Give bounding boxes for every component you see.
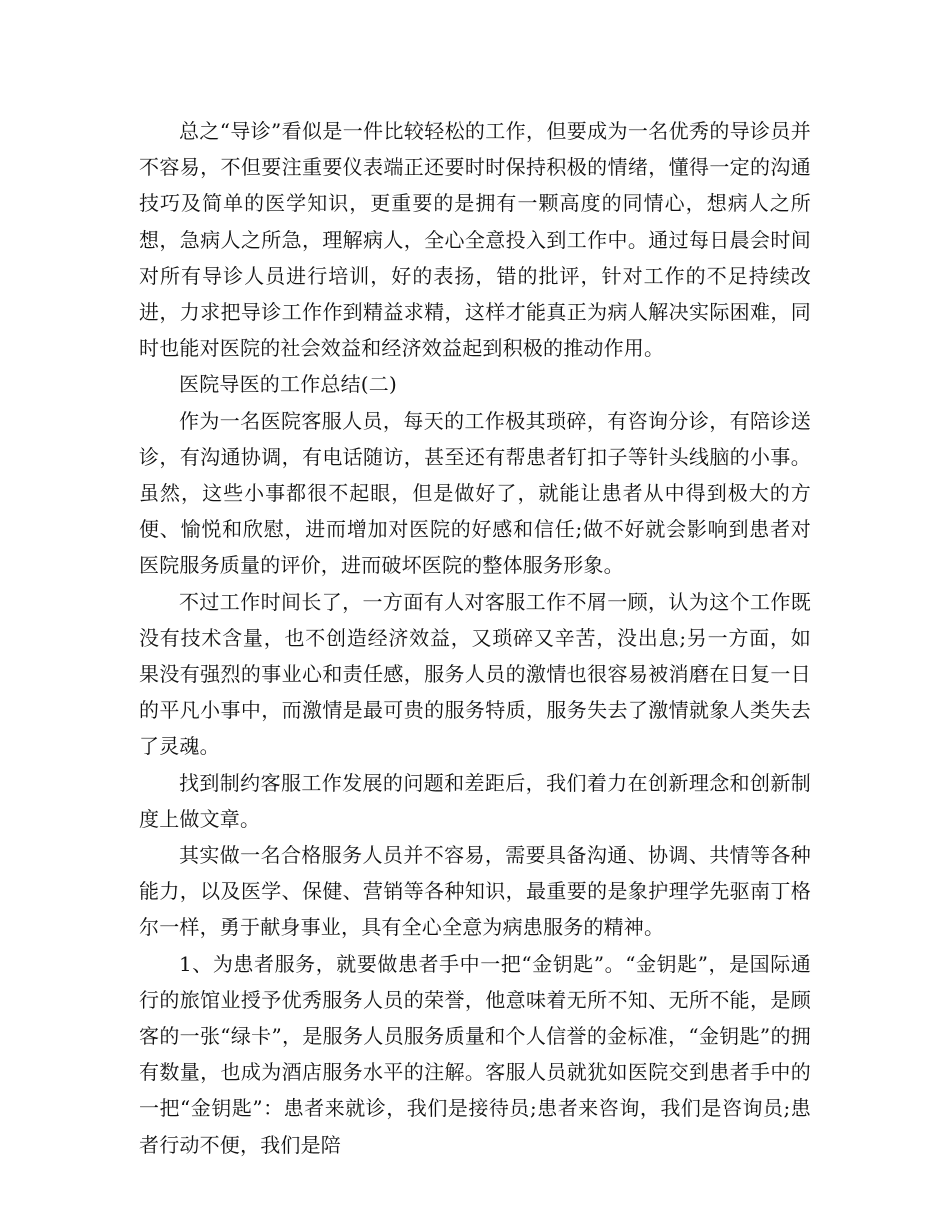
section-heading: 医院导医的工作总结(二): [179, 372, 398, 397]
document-body: [139, 113, 811, 1163]
paragraph-approach: 找到制约客服工作发展的问题和差距后，我们着力在创新理念和创新制度上做文章。: [139, 770, 811, 831]
paragraph-summary: 总之“导诊”看似是一件比较轻松的工作，但要成为一名优秀的导诊员并不容易，不但要注重要仪表端正还要时时保持积极的情绪，懂得一定的沟通技巧及简单的医学知识，更重要的是拥有一颗高度的同情心，想病人之所想，急病人之所急，理解病人，全心全意投入到工作中。通过每日晨会时间对所有导诊人员进行培训，好的表扬，错的批评，针对工作的不足持续改进，力求把导诊工作作到精益求精，这样才能真正为病人解决实际困难，同时也能对医院的社会效益和经济效益起到积极的推动作用。: [139, 119, 811, 361]
paragraph-requirements: 其实做一名合格服务人员并不容易，需要具备沟通、协调、共情等各种能力，以及医学、保健、营销等各种知识，最重要的是象护理学先驱南丁格尔一样，勇于献身事业，具有全心全意为病患服务的精神。: [139, 843, 811, 940]
paragraph-problems: 不过工作时间长了，一方面有人对客服工作不屑一顾，认为这个工作既没有技术含量，也不创造经济效益，又琐碎又辛苦，没出息;另一方面，如果没有强烈的事业心和责任感，服务人员的激情也很容易被消磨在日复一日的平凡小事中，而激情是最可贵的服务特质，服务失去了激情就象人类失去了灵魂。: [139, 589, 811, 759]
paragraph-intro: 作为一名医院客服人员，每天的工作极其琐碎，有咨询分诊，有陪诊送诊，有沟通协调，有电话随访，甚至还有帮患者钉扣子等针头线脑的小事。虽然，这些小事都很不起眼，但是做好了，就能让患者从中得到极大的方便、愉悦和欣慰，进而增加对医院的好感和信任;做不好就会影响到患者对医院服务质量的评价，进而破坏医院的整体服务形象。: [139, 408, 811, 578]
paragraph-golden-key: 1、为患者服务，就要做患者手中一把“金钥匙”。“金钥匙”，是国际通行的旅馆业授予优秀服务人员的荣誉，他意味着无所不知、无所不能，是顾客的一张“绿卡”，是服务人员服务质量和个人信誉的金标准，“金钥匙”的拥有数量，也成为酒店服务水平的注解。客服人员就犹如医院交到患者手中的一把“金钥匙”：患者来就诊，我们是接待员;患者来咨询，我们是咨询员;患者行动不便，我们是陪: [139, 951, 811, 1157]
